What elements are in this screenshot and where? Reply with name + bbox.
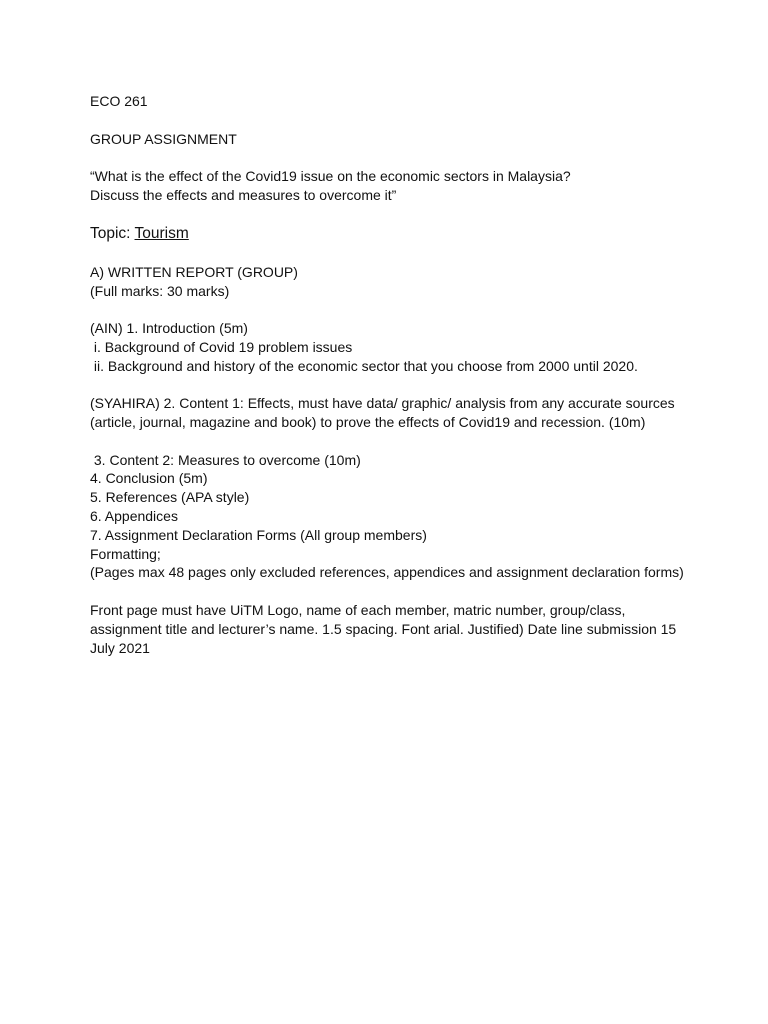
topic-line — [90, 225, 189, 243]
question-line-1: “What is the effect of the Covid19 issue on the economic sectors in Malaysia? — [90, 168, 571, 184]
content1-line-1: (SYAHIRA) 2. Content 1: Effects, must have data/ graphic/ analysis from any accurate sources — [90, 395, 675, 411]
list-item-3: 3. Content 2: Measures to overcome (10m) — [90, 452, 361, 468]
topic-label: Topic: — [90, 225, 135, 242]
list-item-7: 7. Assignment Declaration Forms (All group members) — [90, 527, 427, 543]
intro-item-1: i. Background of Covid 19 problem issues — [90, 339, 353, 355]
section-a-marks: (Full marks: 30 marks) — [90, 283, 230, 299]
front-page-line-3: July 2021 — [90, 640, 150, 656]
front-page-line-2: assignment title and lecturer’s name. 1.5 spacing. Font arial. Justified) Date line submission 15 — [90, 621, 677, 637]
formatting-label: Formatting; — [90, 546, 161, 562]
list-item-5: 5. References (APA style) — [90, 489, 250, 505]
formatting-note: (Pages max 48 pages only excluded references, appendices and assignment declaration forms) — [90, 564, 684, 580]
list-item-4: 4. Conclusion (5m) — [90, 470, 208, 486]
course-code: ECO 261 — [90, 93, 148, 109]
intro-heading: (AIN) 1. Introduction (5m) — [90, 320, 248, 336]
assignment-type: GROUP ASSIGNMENT — [90, 131, 237, 147]
question-line-2: Discuss the effects and measures to overcome it” — [90, 187, 397, 203]
front-page-line-1: Front page must have UiTM Logo, name of each member, matric number, group/class, — [90, 602, 626, 618]
intro-item-2: ii. Background and history of the economic sector that you choose from 2000 until 2020. — [90, 358, 638, 374]
section-a-title: A) WRITTEN REPORT (GROUP) — [90, 264, 298, 280]
content1-line-2: (article, journal, magazine and book) to prove the effects of Covid19 and recession. (10m) — [90, 414, 646, 430]
topic-value: Tourism — [134, 225, 189, 242]
list-item-6: 6. Appendices — [90, 508, 178, 524]
